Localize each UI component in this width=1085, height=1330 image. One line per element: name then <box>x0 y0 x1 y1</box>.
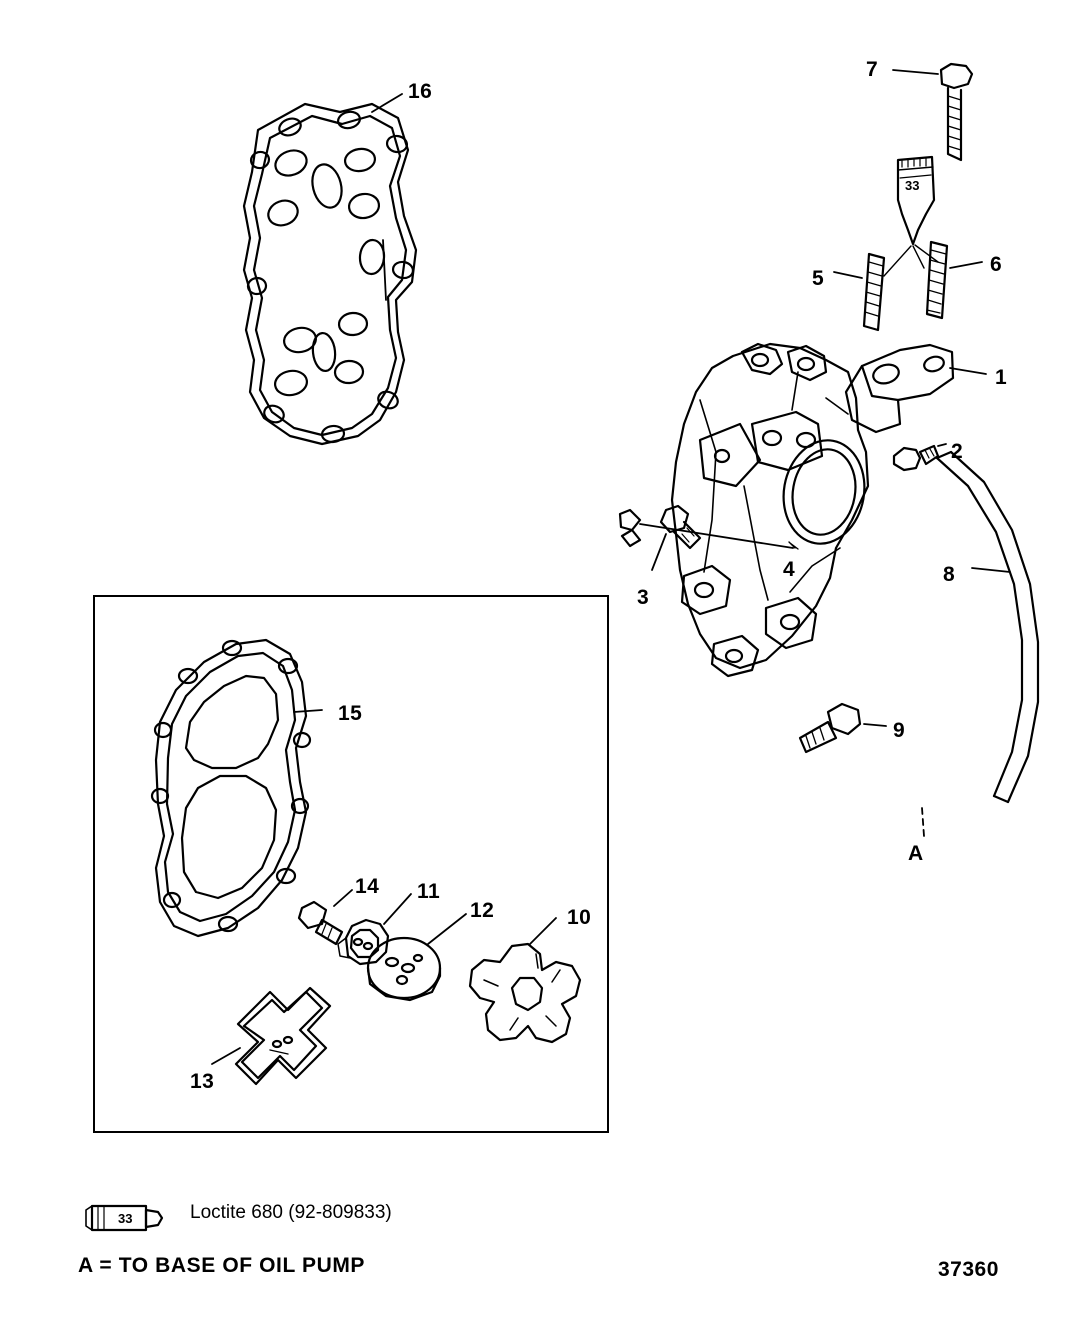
part-33-loctite-tube <box>884 157 938 276</box>
callout-7: 7 <box>866 58 879 81</box>
callout-8: 8 <box>943 563 956 586</box>
part-6-stud <box>927 242 947 318</box>
callout-11: 11 <box>417 880 441 903</box>
part-8-hose <box>937 452 1038 802</box>
tube-number-33-upper: 33 <box>905 178 920 193</box>
part-2-fitting <box>894 446 938 470</box>
part-5-stud <box>864 254 884 330</box>
part-9-flange-bolt <box>800 704 860 752</box>
callout-1: 1 <box>995 366 1008 389</box>
callout-5: 5 <box>812 267 825 290</box>
part-16-cover-plate <box>244 104 416 444</box>
callout-12: 12 <box>470 899 495 922</box>
footnote-a-definition: A = TO BASE OF OIL PUMP <box>78 1254 366 1277</box>
part-4-dowel-pin <box>620 510 640 546</box>
callout-10: 10 <box>567 906 592 929</box>
callout-16: 16 <box>408 80 433 103</box>
legend <box>88 1198 392 1228</box>
inset-detail-frame <box>93 595 609 1133</box>
part-7-bolt <box>941 64 972 160</box>
callout-4: 4 <box>783 558 796 581</box>
tube-number-33-legend: 33 <box>118 1211 133 1226</box>
callout-13: 13 <box>190 1070 215 1093</box>
callout-9: 9 <box>893 719 906 742</box>
callout-2: 2 <box>951 440 964 463</box>
glue-tube-icon <box>88 1198 176 1228</box>
marker-a: A <box>908 842 924 865</box>
callout-6: 6 <box>990 253 1003 276</box>
callout-14: 14 <box>355 875 380 898</box>
callout-15: 15 <box>338 702 363 725</box>
part-3-screw <box>661 506 700 548</box>
legend-label: Loctite 680 (92-809833) <box>190 1202 392 1223</box>
callout-3: 3 <box>637 586 650 609</box>
drawing-number: 37360 <box>938 1258 999 1281</box>
part-1-oil-pump-body <box>672 344 956 676</box>
